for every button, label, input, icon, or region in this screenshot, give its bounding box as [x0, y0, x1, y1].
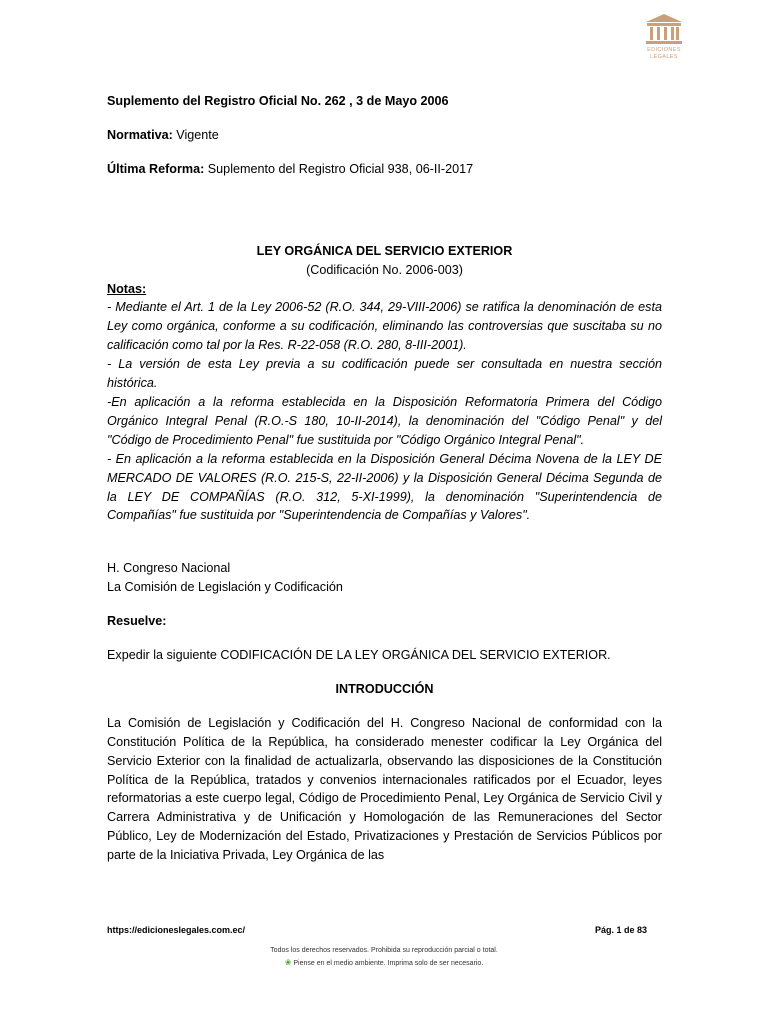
reforma-value: Suplemento del Registro Oficial 938, 06-II-2017 — [204, 161, 474, 176]
introduccion-text: La Comisión de Legislación y Codificación del H. Congreso Nacional de conformidad con la Constitución Política de la República, ha considerado menester codificar la Ley Orgánica del Servicio Exterior con la finalidad de actualizarla, observando las disposiciones de la Constitución Política de la República, tratados y convenios internacionales ratificados por el Ecuador, leyes reformatorias a este cuerpo legal, Código de Procedimiento Penal, Ley Orgánica de Servicio Civil y Carrera Administrativa y de Unificación y Homologación de las Remuneraciones del Sector Público, Ley de Modernización del Estado, Privatizaciones y Prestación de Servicios Públicos por parte de la Iniciativa Privada, Ley Orgánica de las — [107, 715, 662, 863]
note-item: - En aplicación a la reforma establecida en la Disposición General Décima Novena de la LEY DE MERCADO DE VALORES (R.O. 215-S, 22-II-2006) y la Disposición General Décima Segunda de la LEY DE COMPAÑÍAS (R.O. 312, 5-XI-1999), la denominación "Superintendencia de Compañías" fue sustituida por "Superintendencia de Compañías y Valores". — [107, 451, 662, 523]
footer-url: https://edicioneslegales.com.ec/ — [107, 925, 246, 935]
page-number: Pág. 1 de 83 — [594, 925, 647, 935]
leaf-icon: ❀ — [284, 958, 292, 967]
environment-notice: Piense en el medio ambiente. Imprima solo de ser necesario. — [293, 960, 484, 967]
law-title: LEY ORGÁNICA DEL SERVICIO EXTERIOR — [256, 243, 513, 258]
logo-brand-line2: LEGALES — [650, 54, 678, 60]
logo-brand-line1: EDICIONES — [647, 47, 681, 53]
reforma-label: Última Reforma: — [107, 161, 205, 176]
ediciones-legales-logo — [636, 12, 692, 72]
law-subtitle: (Codificación No. 2006-003) — [306, 262, 463, 277]
note-item: - La versión de esta Ley previa a su codificación puede ser consultada en nuestra sección histórica. — [107, 357, 662, 391]
resuelve-heading: Resuelve: — [107, 614, 167, 629]
comision-legislacion: La Comisión de Legislación y Codificación — [107, 580, 343, 595]
introduccion-heading: INTRODUCCIÓN — [335, 681, 434, 696]
congreso-nacional: H. Congreso Nacional — [107, 561, 231, 576]
normativa-line — [107, 126, 662, 145]
normativa-label: Normativa: — [107, 127, 173, 142]
document-body — [107, 92, 662, 865]
rights-notice: Todos los derechos reservados. Prohibida su reproducción parcial o total. — [270, 947, 498, 954]
note-item: - Mediante el Art. 1 de la Ley 2006-52 (R.O. 344, 29-VIII-2006) se ratifica la denominación de esta Ley como orgánica, conforme a su codificación, eliminando las controversias que suscitaba su no calificación como tal por la Res. R-22-058 (R.O. 280, 8-III-2001). — [107, 300, 662, 353]
temple-icon — [644, 12, 684, 46]
registro-oficial: Suplemento del Registro Oficial No. 262 , 3 de Mayo 2006 — [107, 94, 449, 108]
page-footer — [107, 925, 647, 939]
ultima-reforma-line — [107, 160, 662, 179]
expedir-text: Expedir la siguiente CODIFICACIÓN DE LA LEY ORGÁNICA DEL SERVICIO EXTERIOR. — [107, 648, 611, 663]
notes-label: Notas: — [107, 281, 147, 296]
note-item: -En aplicación a la reforma establecida en la Disposición Reformatoria Primera del Código Orgánico Integral Penal (R.O.-S 180, 10-II-2014), la denominación del "Código Penal" y del "Código de Procedimiento Penal" fue sustituida por "Código Orgánico Integral Penal". — [107, 394, 662, 447]
normativa-value: Vigente — [172, 127, 219, 142]
environment-notice-line — [0, 958, 768, 967]
